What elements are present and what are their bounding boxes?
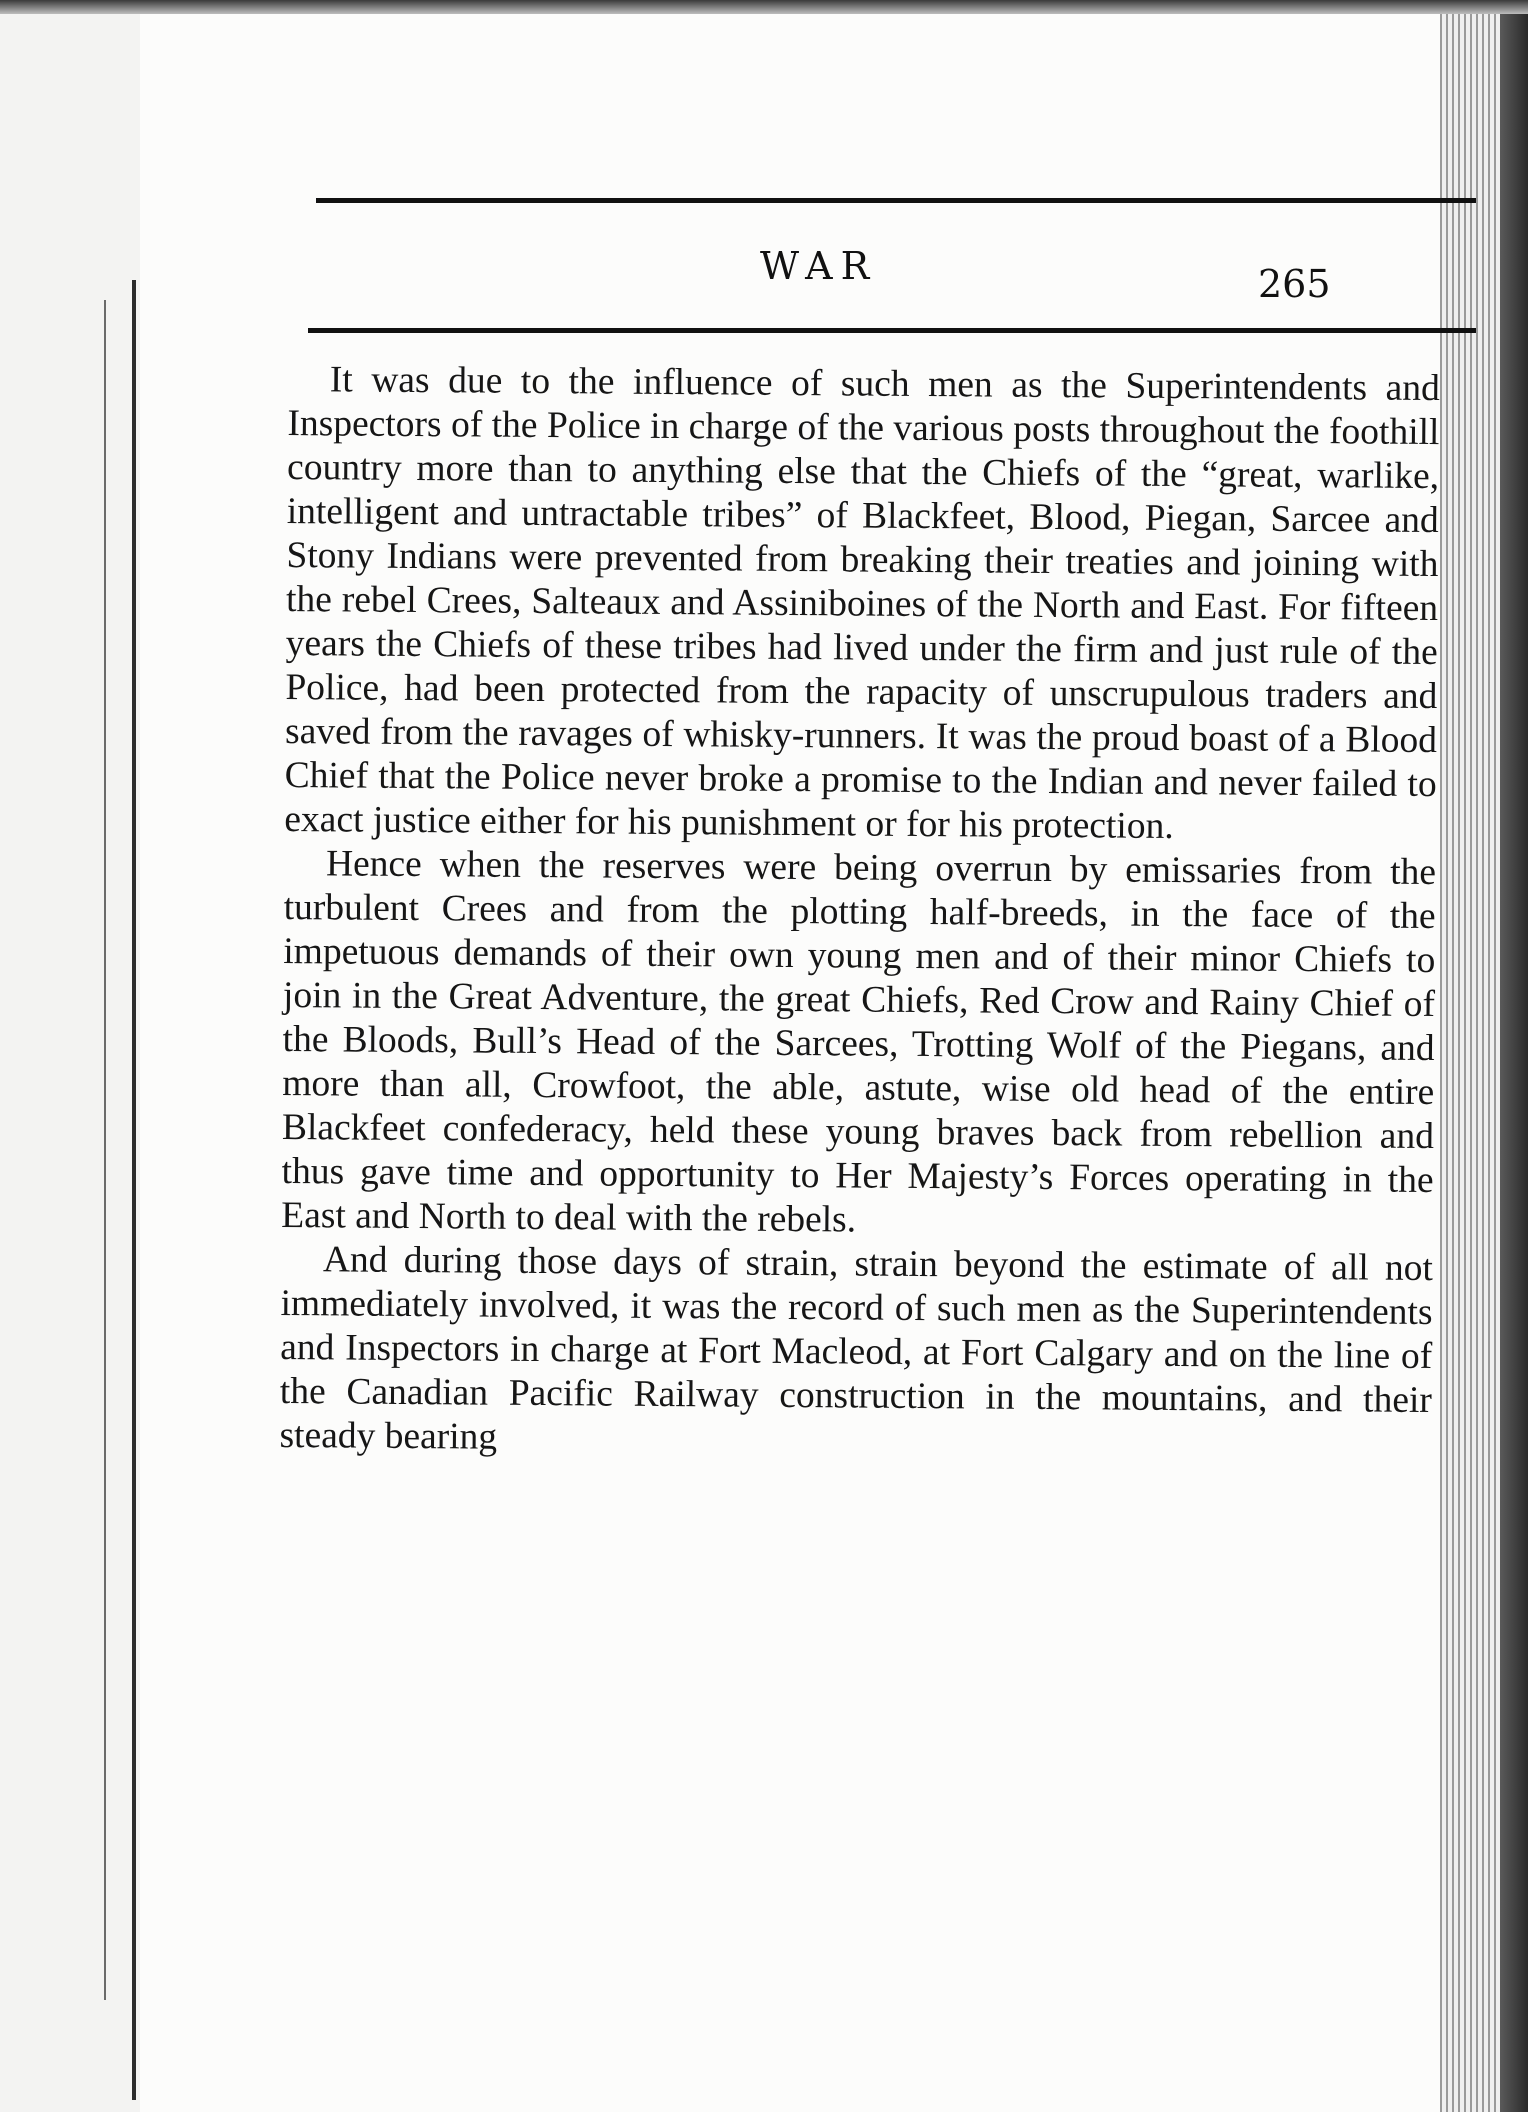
page-number: 265 <box>1258 262 1331 306</box>
body-text <box>279 358 1440 1467</box>
book-page <box>140 14 1440 2112</box>
paragraph-2: Hence when the reserves were being overrun by emissaries from the turbulent Crees and from the plotting half-breeds, in the face of the impetuous demands of their own young men and of their minor Chiefs to join in the Great Adventure, the great Chiefs, Red Crow and Rainy Chief of the Bloods, Bull’s Head of the Sarcees, Trotting Wolf of the Piegans, and more than all, Crowfoot, the able, astute, wise old head of the entire Blackfeet confederacy, held these young braves back from rebellion and thus gave time and opportunity to Her Majesty’s Forces operating in the East and North to deal with the rebels. <box>281 843 1437 1241</box>
paragraph-3: And during those days of strain, strain beyond the estimate of all not immediately involved, it was the record of such men as the Superintendents and Inspectors in charge at Fort Macleod, at Fort Calgary and on the line of the Canadian Pacific Railway construction in the mountains, and their steady bearing <box>279 1239 1434 1458</box>
header-rule-bottom <box>308 328 1476 333</box>
facing-page-edge <box>0 14 140 2112</box>
header-rule-top <box>316 198 1476 203</box>
book-edge-shadow <box>1500 14 1528 2112</box>
scan-top-edge <box>0 0 1528 14</box>
gutter-line <box>132 280 136 2100</box>
gutter-shadow <box>104 300 106 2000</box>
running-head: WAR <box>760 244 878 288</box>
paragraph-1: It was due to the influence of such men as the Superintendents and Inspectors of the Police in charge of the various posts throughout the foothill country more than to anything else that the Chiefs of the “great, warlike, intelligent and untractable tribes” of Blackfeet, Blood, Piegan, Sarcee and Stony Indians were prevented from breaking their treaties and joining with the rebel Crees, Salteaux and Assiniboines of the North and East. For fifteen years the Chiefs of these tribes had lived under the firm and just rule of the Police, had been protected from the rapacity of unscrupulous traders and saved from the ravages of whisky-runners. It was the proud boast of a Blood Chief that the Police never broke a promise to the Indian and never failed to exact justice either for his punishment or for his protection. <box>284 359 1440 847</box>
